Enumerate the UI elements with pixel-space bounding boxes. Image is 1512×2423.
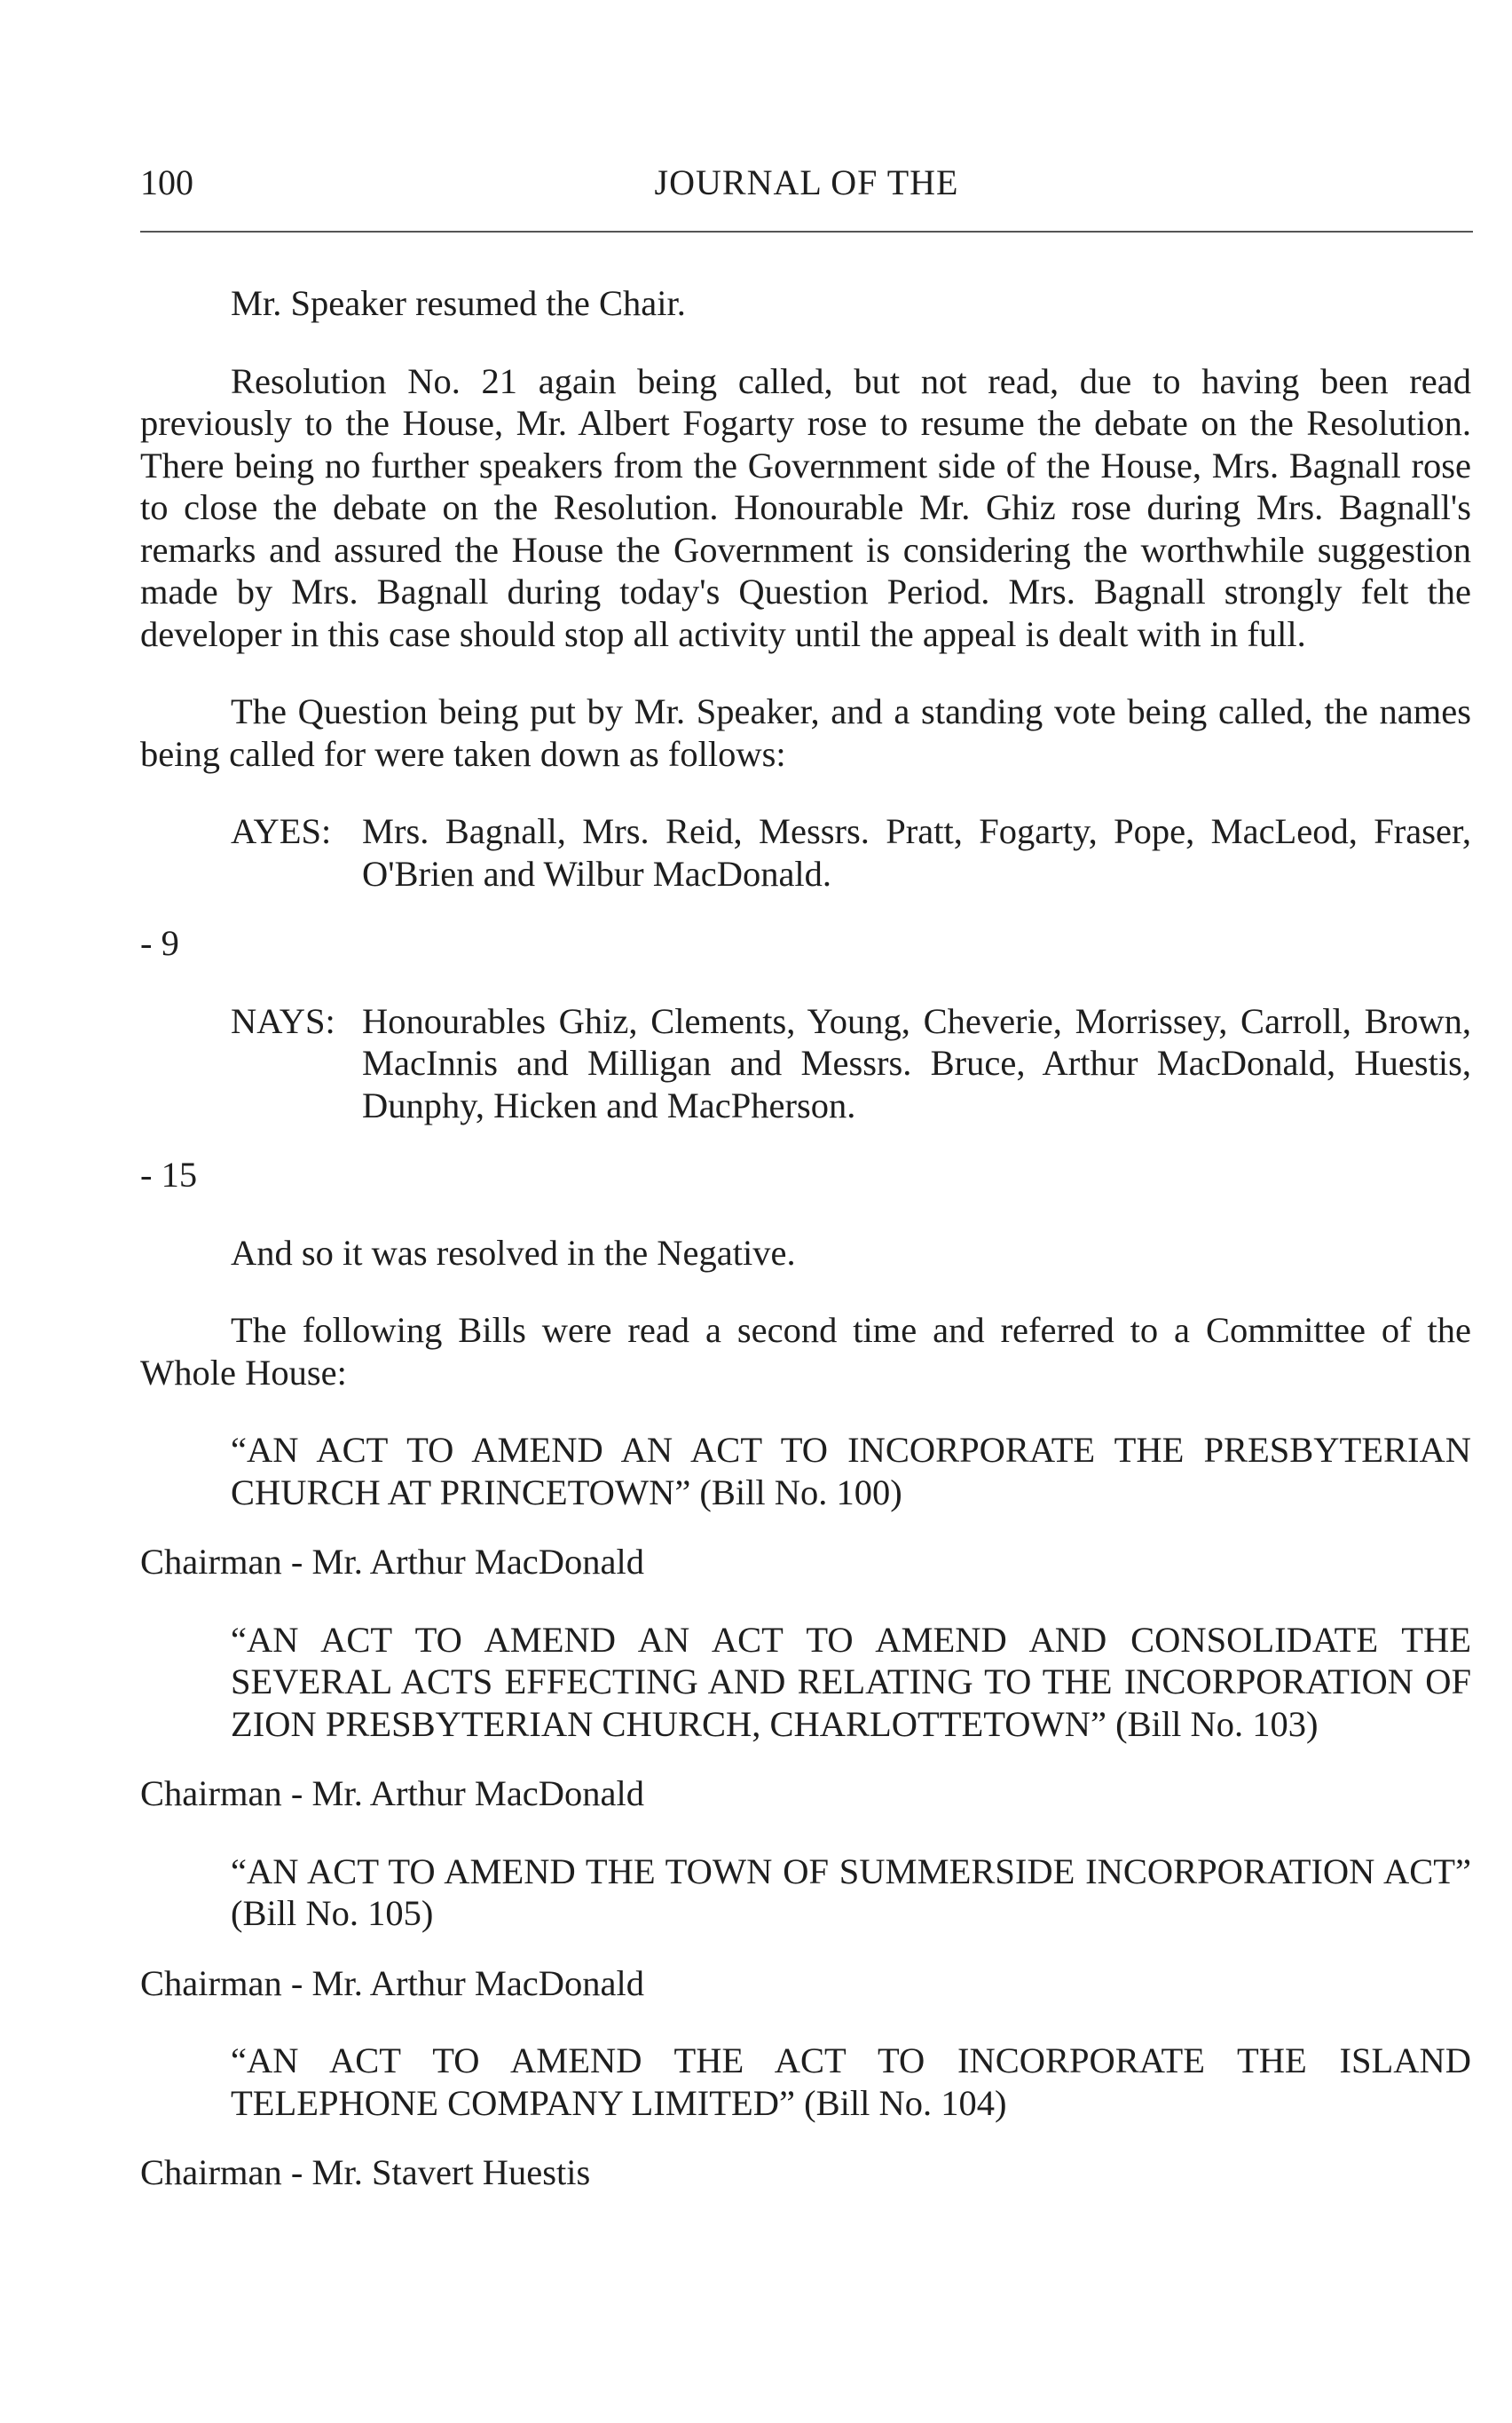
bill-chairman: Chairman - Mr. Arthur MacDonald — [140, 1542, 645, 1582]
bill-entry — [140, 1619, 1471, 1815]
ayes-block — [140, 810, 1471, 895]
page-number: 100 — [140, 162, 193, 202]
page-header — [140, 158, 1473, 208]
ayes-count: - 9 — [140, 923, 179, 963]
bills-intro-paragraph: The following Bills were read a second time and referred to a Committee of the Whole House: — [140, 1310, 1471, 1393]
bill-title: “AN ACT TO AMEND AN ACT TO AMEND AND CONSOLIDATE THE SEVERAL ACTS EFFECTING AND RELATING TO THE INCORPORATION OF ZION PRESBYTERIAN CHURCH, CHARLOTTETOWN” (Bill No. 103) — [231, 1619, 1471, 1744]
bill-entry — [140, 1429, 1471, 1583]
journal-body — [140, 282, 1471, 2194]
bill-entry — [140, 1851, 1471, 2005]
bill-title: “AN ACT TO AMEND THE TOWN OF SUMMERSIDE INCORPORATION ACT” (Bill No. 105) — [231, 1851, 1471, 1933]
bill-title: “AN ACT TO AMEND AN ACT TO INCORPORATE THE PRESBYTERIAN CHURCH AT PRINCETOWN” (Bill No. 100) — [231, 1430, 1471, 1512]
nays-count: - 15 — [140, 1155, 198, 1195]
running-title: JOURNAL OF THE — [654, 162, 959, 202]
nays-block — [140, 1000, 1471, 1127]
question-put-paragraph: The Question being put by Mr. Speaker, and a standing vote being called, the names being called for were taken down as follows: — [140, 691, 1471, 774]
nays-names: Honourables Ghiz, Clements, Young, Cheverie, Morrissey, Carroll, Brown, MacInnis and Milligan and Messrs. Bruce, Arthur MacDonald, Huestis, Dunphy, Hicken and MacPherson. — [362, 1000, 1471, 1125]
bill-chairman: Chairman - Mr. Stavert Huestis — [140, 2152, 591, 2192]
resolution-paragraph: Resolution No. 21 again being called, but not read, due to having been read previously to the House, Mr. Albert Fogarty rose to resume the debate on the Resolution. There being no further speakers from the Government side of the House, Mrs. Bagnall rose to close the debate on the Resolution. Honourable Mr. Ghiz rose during Mrs. Bagnall's remarks and assured the House the Government is considering the worthwhile suggestion made by Mrs. Bagnall during today's Question Period. Mrs. Bagnall strongly felt the developer in this case should stop all activity until the appeal is dealt with in full. — [140, 360, 1471, 654]
ayes-label: AYES: — [231, 811, 332, 851]
header-rule — [140, 231, 1473, 233]
ayes-names: Mrs. Bagnall, Mrs. Reid, Messrs. Pratt, Fogarty, Pope, MacLeod, Fraser, O'Brien and Wilbur MacDonald. — [362, 811, 1471, 894]
nays-label: NAYS: — [231, 1000, 335, 1041]
resolved-paragraph: And so it was resolved in the Negative. — [231, 1232, 796, 1273]
bill-entry — [140, 2040, 1471, 2194]
bill-title: “AN ACT TO AMEND THE ACT TO INCORPORATE THE ISLAND TELEPHONE COMPANY LIMITED” (Bill No. 104) — [231, 2040, 1471, 2123]
speaker-resumed-paragraph: Mr. Speaker resumed the Chair. — [231, 283, 686, 323]
bill-chairman: Chairman - Mr. Arthur MacDonald — [140, 1773, 645, 1813]
bill-chairman: Chairman - Mr. Arthur MacDonald — [140, 1962, 645, 2003]
